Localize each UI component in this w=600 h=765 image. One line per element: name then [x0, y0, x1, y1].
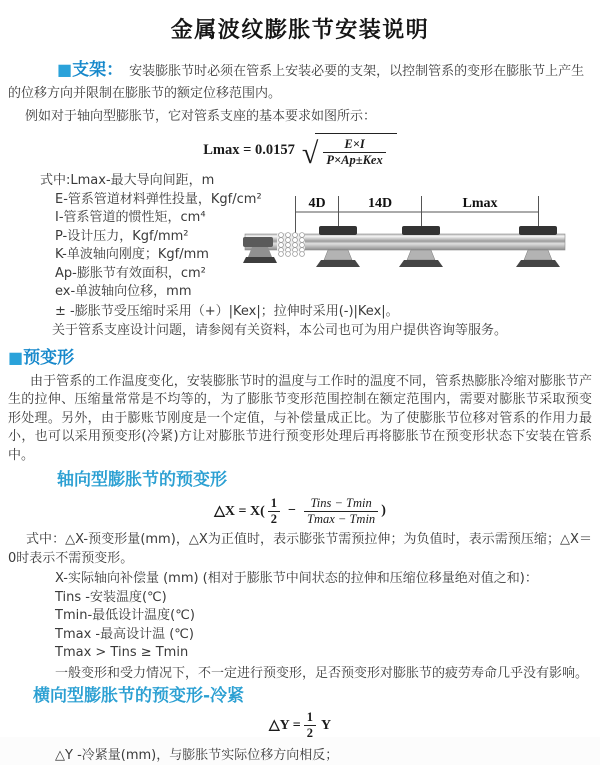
support-intro-paragraph	[8, 59, 592, 105]
axial-note-line: 一般变形和受力情况下，不一定进行预变形，足否预变形对膨胀节的疲劳寿命几乎没有影响。	[55, 665, 589, 681]
lateral-formula-explanation: △Y -冷紧量(mm)，与膨胀节实际位移方向相反；	[55, 747, 339, 763]
support-section-label: 支架：	[72, 60, 124, 80]
definition-line: ex-单波轴向位移，mm	[55, 284, 192, 299]
dim-label-14d: 14D	[367, 196, 393, 211]
lmax-numerator: E×I	[344, 136, 365, 151]
pipe-support-diagram-svg	[243, 190, 597, 274]
lmax-denominator: P×Ap±Kex	[323, 152, 385, 168]
axial-variable-line: Tmin-最低设计温度(℃)	[55, 608, 195, 623]
half-fraction	[304, 710, 316, 741]
dim-label-4d: 4D	[308, 196, 326, 211]
minus-sign: −	[288, 503, 297, 518]
temperature-denominator: Tmax − Tmin	[304, 511, 378, 527]
sqrt-radical-icon: √	[301, 136, 319, 170]
half-numerator: 1	[270, 495, 278, 510]
temperature-numerator: Tins − Tmin	[310, 495, 372, 510]
support-intro-text: 安装膨胀节时必须在管系上安装必要的支架，以控制管系的变形在膨胀节上产生的位移方向并限制在膨胀节的额定位移范围内。	[8, 64, 585, 101]
page-title: 金属波纹膨胀节安装说明	[170, 18, 430, 43]
axial-variable-line: X-实际轴向补偿量 (mm) (相对于膨胀节中间状态的拉伸和压缩位移量绝对值之和)：	[55, 571, 538, 586]
lateral-formula-rhs: Y	[320, 717, 332, 733]
axial-formula-close-paren: )	[381, 503, 386, 518]
predeform-section-label: 预变形	[23, 347, 75, 368]
axial-variable-line: Tmax -最高设计温 (℃)	[55, 626, 194, 642]
axial-formula-lhs: △X = X(	[214, 503, 265, 519]
definition-line: I-管系管道的惯性矩，cm⁴	[55, 210, 206, 225]
lateral-predeform-formula	[0, 711, 600, 741]
half-denominator: 2	[304, 725, 316, 741]
axial-predeform-formula	[0, 494, 600, 528]
axial-variable-list	[55, 570, 600, 663]
lmax-fraction	[323, 137, 385, 168]
axial-formula-explanation: 式中：△X-预变形量(mm)，△X为正值时，表示膨张节需预拉伸；为负值时，表示需预压缩；△X＝0时表示不需预变形。	[8, 532, 592, 566]
support-note-line: 关于管系支座设计问题，请参阅有关资料，本公司也可为用户提供咨询等服务。	[52, 322, 508, 338]
half-fraction	[268, 496, 280, 527]
definition-line: K-单波轴向刚度；Kgf/mm	[55, 247, 209, 262]
axial-variable-line: Tmax > Tins ≥ Tmin	[55, 645, 189, 660]
definition-line: E-管系管道材料弹性投量，Kgf/cm²	[55, 191, 262, 207]
plus-minus-rule-line: ± -膨胀节受压缩时采用（+）|Kex|；拉伸时采用(-)|Kex|。	[55, 303, 399, 319]
lmax-formula	[0, 132, 600, 168]
half-numerator: 1	[306, 710, 313, 724]
support-example-line: 例如对于轴向型膨胀节，它对管系支座的基本要求如图所示：	[25, 109, 377, 124]
definition-line: P-设计压力，Kgf/mm²	[55, 228, 189, 244]
predeform-paragraph: 由于管系的工作温度变化，安装膨胀节时的温度与工作时的温度不同，管系热膨胀冷缩对膨胀节产生的拉伸、压缩量常常是不均等的，为了膨胀节变形范围控制在额定范围内，需要对膨胀节采取预变形处理。另外，由于膨账节刚度是一个定值，与补偿量成正比。为了使膨胀节位移对管系的作用力最小，也可以采用预变形(冷紧)方让对膨胀节进行预变形处理后再将膨胀节在预变形状态下安装在管系中。	[8, 373, 592, 463]
definition-line: 式中:Lmax-最大导向间距，m	[40, 173, 215, 188]
predeform-section-header	[8, 346, 600, 370]
definition-line: Ap-膨胀节有效面积，cm²	[55, 265, 206, 281]
section-square-icon: ■	[8, 347, 24, 367]
section-square-icon: ■	[57, 60, 73, 79]
bellows-coils	[277, 233, 305, 257]
axial-predeform-heading: 轴向型膨胀节的预变形	[57, 470, 227, 490]
lmax-formula-lhs: Lmax = 0.0157	[203, 141, 295, 158]
half-denominator: 2	[268, 511, 280, 527]
dim-label-lmax: Lmax	[462, 196, 498, 211]
pipe-support-diagram	[243, 190, 597, 274]
lateral-predeform-heading: 横向型膨胀节的预变形-冷紧	[33, 685, 245, 706]
temperature-fraction	[304, 496, 378, 527]
axial-variable-line: Tins -安装温度(℃)	[55, 589, 167, 605]
lateral-formula-lhs: △Y =	[268, 718, 301, 733]
sqrt-body	[315, 133, 396, 168]
